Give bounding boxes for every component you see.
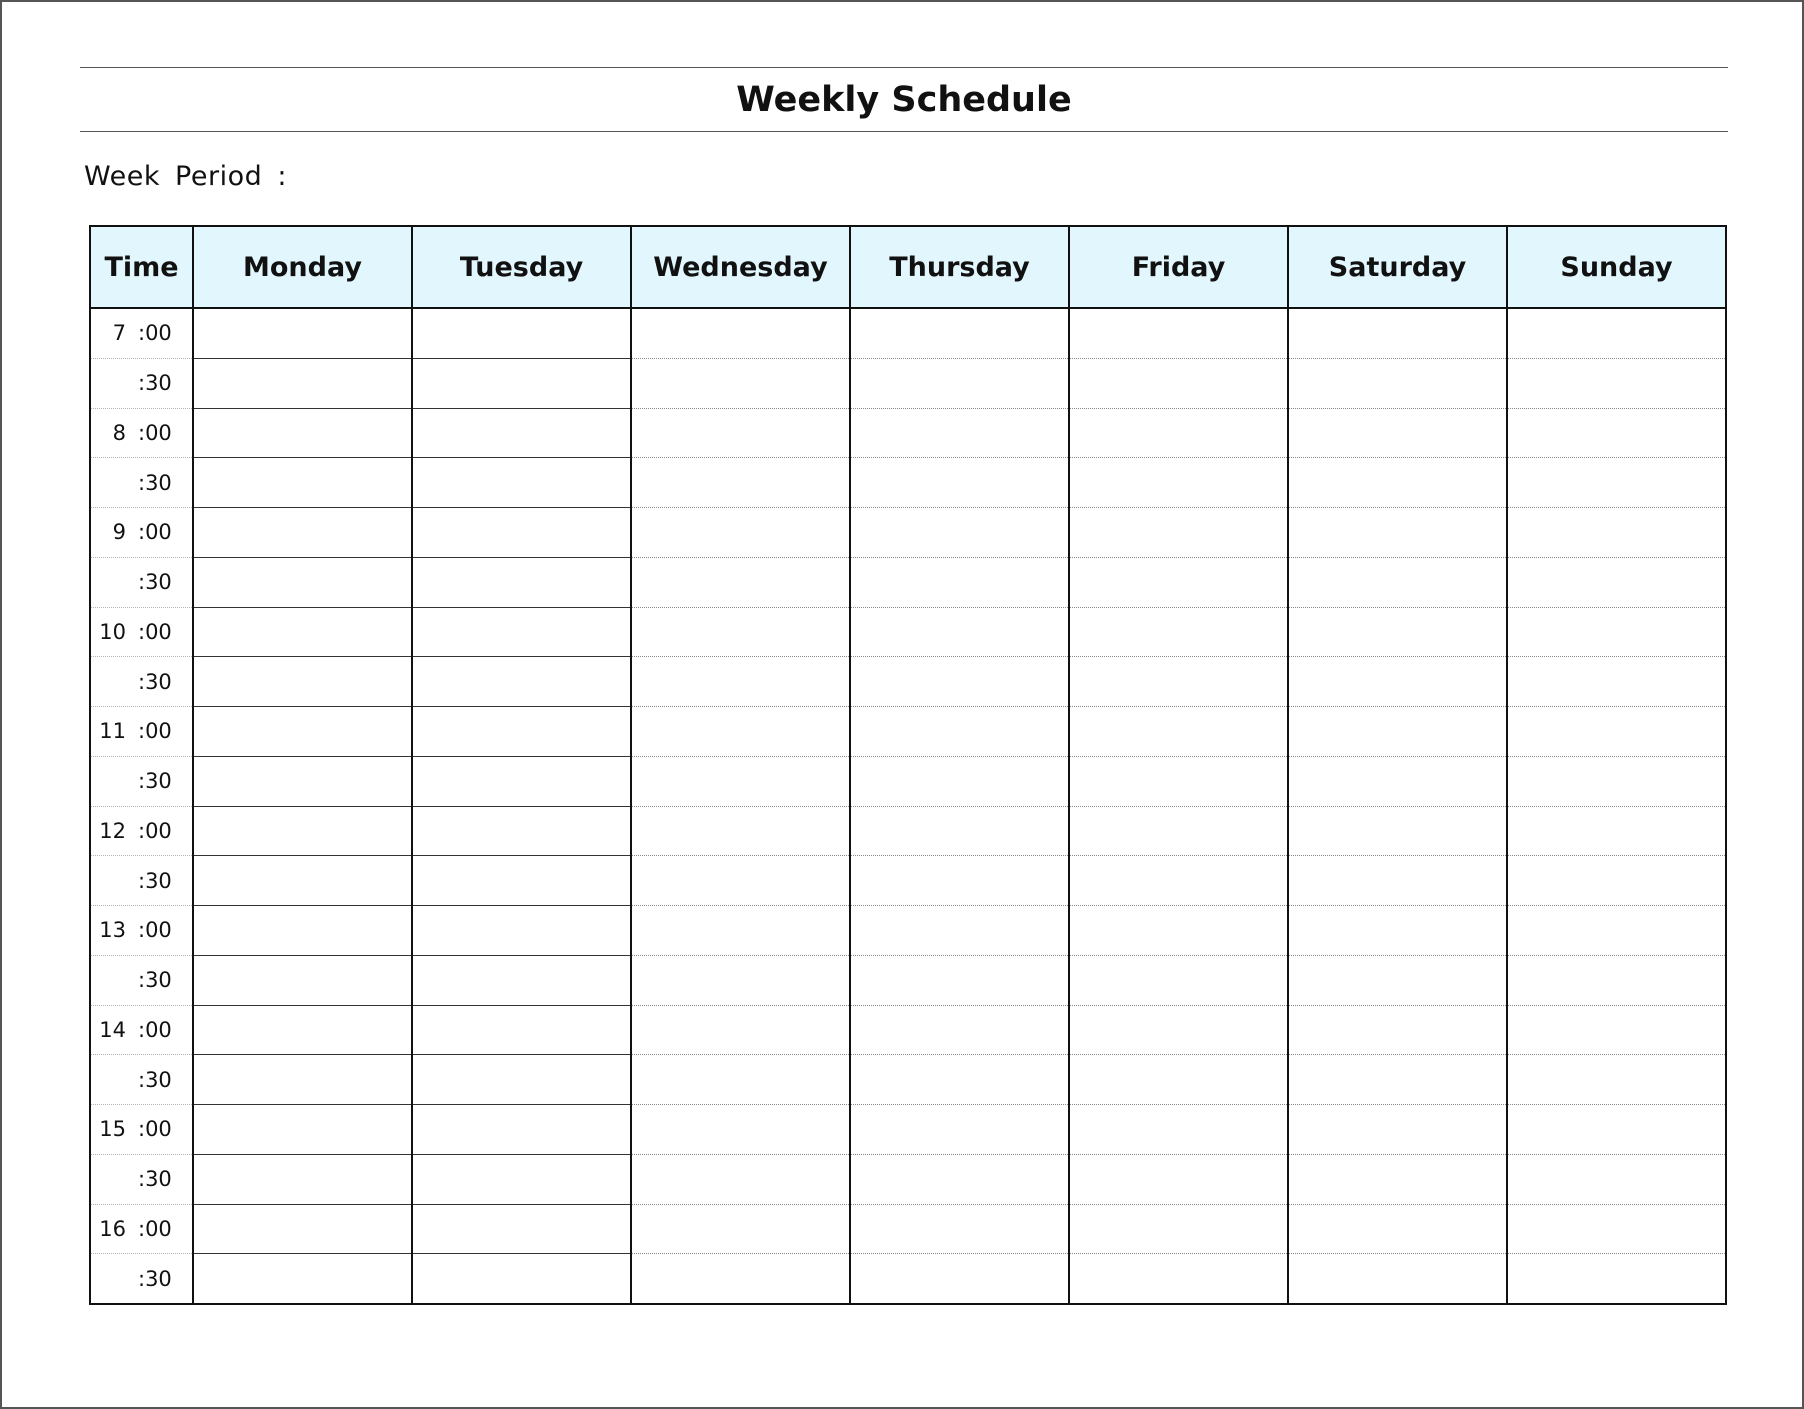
slot-saturday[interactable] — [1288, 1005, 1507, 1055]
slot-tuesday[interactable] — [412, 458, 631, 508]
time-minutes: :00 — [138, 818, 172, 843]
slot-friday[interactable] — [1069, 308, 1288, 358]
time-cell — [90, 408, 193, 458]
slot-sunday[interactable] — [1507, 1254, 1726, 1304]
table-row — [90, 1154, 1726, 1204]
slot-wednesday[interactable] — [631, 358, 850, 408]
slot-thursday[interactable] — [850, 607, 1069, 657]
table-row — [90, 1254, 1726, 1304]
slot-monday[interactable] — [193, 1154, 412, 1204]
time-cell — [90, 358, 193, 408]
slot-tuesday[interactable] — [412, 856, 631, 906]
table-row — [90, 458, 1726, 508]
slot-wednesday[interactable] — [631, 1204, 850, 1254]
slot-wednesday[interactable] — [631, 707, 850, 757]
slot-friday[interactable] — [1069, 707, 1288, 757]
slot-sunday[interactable] — [1507, 607, 1726, 657]
slot-monday[interactable] — [193, 508, 412, 558]
slot-thursday[interactable] — [850, 1055, 1069, 1105]
time-cell — [90, 806, 193, 856]
slot-tuesday[interactable] — [412, 358, 631, 408]
time-minutes: :00 — [138, 1017, 172, 1042]
time-hour: 10 — [99, 619, 126, 644]
time-minutes: :30 — [138, 868, 172, 893]
slot-saturday[interactable] — [1288, 508, 1507, 558]
time-minutes: :00 — [138, 619, 172, 644]
slot-tuesday[interactable] — [412, 756, 631, 806]
slot-thursday[interactable] — [850, 1105, 1069, 1155]
time-minutes: :30 — [138, 570, 172, 595]
table-row — [90, 1105, 1726, 1155]
slot-wednesday[interactable] — [631, 856, 850, 906]
time-hour: 7 — [112, 321, 126, 346]
slot-thursday[interactable] — [850, 657, 1069, 707]
time-hour: 14 — [99, 1017, 126, 1042]
time-cell — [90, 707, 193, 757]
slot-sunday[interactable] — [1507, 707, 1726, 757]
slot-friday[interactable] — [1069, 408, 1288, 458]
slot-friday[interactable] — [1069, 955, 1288, 1005]
slot-saturday[interactable] — [1288, 308, 1507, 358]
time-minutes: :30 — [138, 1167, 172, 1192]
slot-thursday[interactable] — [850, 1005, 1069, 1055]
slot-sunday[interactable] — [1507, 1055, 1726, 1105]
title-rule-top — [80, 67, 1728, 68]
slot-sunday[interactable] — [1507, 906, 1726, 956]
time-cell — [90, 458, 193, 508]
slot-wednesday[interactable] — [631, 756, 850, 806]
time-cell — [90, 1005, 193, 1055]
slot-monday[interactable] — [193, 657, 412, 707]
slot-saturday[interactable] — [1288, 607, 1507, 657]
slot-thursday[interactable] — [850, 1154, 1069, 1204]
slot-tuesday[interactable] — [412, 1055, 631, 1105]
slot-thursday[interactable] — [850, 358, 1069, 408]
time-cell — [90, 1204, 193, 1254]
slot-monday[interactable] — [193, 1055, 412, 1105]
slot-sunday[interactable] — [1507, 308, 1726, 358]
table-row — [90, 1005, 1726, 1055]
header-row — [90, 226, 1726, 308]
weekly-schedule-table — [89, 225, 1727, 1305]
slot-saturday[interactable] — [1288, 408, 1507, 458]
slot-sunday[interactable] — [1507, 408, 1726, 458]
time-cell — [90, 1254, 193, 1304]
header-tuesday: Tuesday — [412, 226, 631, 308]
slot-friday[interactable] — [1069, 806, 1288, 856]
slot-saturday[interactable] — [1288, 358, 1507, 408]
time-hour: 15 — [99, 1117, 126, 1142]
table-row — [90, 508, 1726, 558]
slot-monday[interactable] — [193, 1005, 412, 1055]
slot-monday[interactable] — [193, 358, 412, 408]
slot-friday[interactable] — [1069, 756, 1288, 806]
slot-wednesday[interactable] — [631, 657, 850, 707]
slot-wednesday[interactable] — [631, 806, 850, 856]
slot-monday[interactable] — [193, 906, 412, 956]
slot-saturday[interactable] — [1288, 1154, 1507, 1204]
table-row — [90, 1204, 1726, 1254]
time-minutes: :30 — [138, 1067, 172, 1092]
time-minutes: :30 — [138, 371, 172, 396]
slot-monday[interactable] — [193, 308, 412, 358]
slot-friday[interactable] — [1069, 1154, 1288, 1204]
table-row — [90, 707, 1726, 757]
table-row — [90, 856, 1726, 906]
page-title: Weekly Schedule — [736, 80, 1072, 120]
slot-friday[interactable] — [1069, 906, 1288, 956]
time-minutes: :30 — [138, 769, 172, 794]
slot-tuesday[interactable] — [412, 955, 631, 1005]
time-minutes: :30 — [138, 669, 172, 694]
slot-sunday[interactable] — [1507, 1154, 1726, 1204]
slot-sunday[interactable] — [1507, 1105, 1726, 1155]
table-row — [90, 358, 1726, 408]
time-cell — [90, 657, 193, 707]
slot-thursday[interactable] — [850, 308, 1069, 358]
slot-sunday[interactable] — [1507, 358, 1726, 408]
slot-saturday[interactable] — [1288, 1105, 1507, 1155]
time-cell — [90, 1055, 193, 1105]
slot-saturday[interactable] — [1288, 1254, 1507, 1304]
slot-monday[interactable] — [193, 707, 412, 757]
slot-thursday[interactable] — [850, 458, 1069, 508]
slot-tuesday[interactable] — [412, 1204, 631, 1254]
schedule-body — [90, 308, 1726, 1304]
title-rule-bottom — [80, 131, 1728, 132]
slot-monday[interactable] — [193, 1254, 412, 1304]
time-minutes: :30 — [138, 470, 172, 495]
slot-monday[interactable] — [193, 1204, 412, 1254]
slot-saturday[interactable] — [1288, 1204, 1507, 1254]
slot-monday[interactable] — [193, 856, 412, 906]
slot-saturday[interactable] — [1288, 557, 1507, 607]
slot-monday[interactable] — [193, 955, 412, 1005]
time-cell — [90, 607, 193, 657]
time-cell — [90, 906, 193, 956]
slot-tuesday[interactable] — [412, 408, 631, 458]
slot-thursday[interactable] — [850, 756, 1069, 806]
slot-wednesday[interactable] — [631, 1254, 850, 1304]
table-row — [90, 607, 1726, 657]
slot-wednesday[interactable] — [631, 458, 850, 508]
slot-thursday[interactable] — [850, 856, 1069, 906]
time-hour: 12 — [99, 818, 126, 843]
slot-friday[interactable] — [1069, 458, 1288, 508]
slot-sunday[interactable] — [1507, 458, 1726, 508]
time-hour: 8 — [112, 420, 126, 445]
header-thursday: Thursday — [850, 226, 1069, 308]
table-row — [90, 756, 1726, 806]
time-hour: 13 — [99, 918, 126, 943]
slot-sunday[interactable] — [1507, 1204, 1726, 1254]
time-cell — [90, 557, 193, 607]
table-row — [90, 657, 1726, 707]
header-time: Time — [90, 226, 193, 308]
slot-friday[interactable] — [1069, 607, 1288, 657]
slot-thursday[interactable] — [850, 557, 1069, 607]
slot-sunday[interactable] — [1507, 557, 1726, 607]
slot-monday[interactable] — [193, 1105, 412, 1155]
slot-friday[interactable] — [1069, 1254, 1288, 1304]
slot-tuesday[interactable] — [412, 657, 631, 707]
slot-saturday[interactable] — [1288, 657, 1507, 707]
time-cell — [90, 856, 193, 906]
table-row — [90, 557, 1726, 607]
slot-tuesday[interactable] — [412, 557, 631, 607]
header-wednesday: Wednesday — [631, 226, 850, 308]
slot-tuesday[interactable] — [412, 308, 631, 358]
time-minutes: :30 — [138, 968, 172, 993]
slot-friday[interactable] — [1069, 358, 1288, 408]
slot-sunday[interactable] — [1507, 657, 1726, 707]
time-cell — [90, 308, 193, 358]
header-monday: Monday — [193, 226, 412, 308]
slot-wednesday[interactable] — [631, 955, 850, 1005]
slot-saturday[interactable] — [1288, 906, 1507, 956]
time-minutes: :00 — [138, 918, 172, 943]
slot-tuesday[interactable] — [412, 1254, 631, 1304]
slot-friday[interactable] — [1069, 557, 1288, 607]
slot-monday[interactable] — [193, 458, 412, 508]
table-row — [90, 308, 1726, 358]
slot-tuesday[interactable] — [412, 806, 631, 856]
slot-sunday[interactable] — [1507, 508, 1726, 558]
slot-thursday[interactable] — [850, 806, 1069, 856]
slot-saturday[interactable] — [1288, 856, 1507, 906]
slot-thursday[interactable] — [850, 508, 1069, 558]
slot-friday[interactable] — [1069, 1204, 1288, 1254]
slot-wednesday[interactable] — [631, 1154, 850, 1204]
table-row — [90, 1055, 1726, 1105]
table-row — [90, 806, 1726, 856]
slot-sunday[interactable] — [1507, 1005, 1726, 1055]
header-sunday: Sunday — [1507, 226, 1726, 308]
slot-saturday[interactable] — [1288, 806, 1507, 856]
week-period-label: Week Period : — [84, 161, 287, 192]
slot-saturday[interactable] — [1288, 707, 1507, 757]
slot-wednesday[interactable] — [631, 308, 850, 358]
slot-thursday[interactable] — [850, 707, 1069, 757]
slot-friday[interactable] — [1069, 1005, 1288, 1055]
slot-friday[interactable] — [1069, 657, 1288, 707]
slot-wednesday[interactable] — [631, 1055, 850, 1105]
slot-monday[interactable] — [193, 408, 412, 458]
slot-tuesday[interactable] — [412, 707, 631, 757]
slot-thursday[interactable] — [850, 955, 1069, 1005]
slot-wednesday[interactable] — [631, 508, 850, 558]
time-cell — [90, 756, 193, 806]
time-minutes: :00 — [138, 520, 172, 545]
time-minutes: :30 — [138, 1266, 172, 1291]
slot-thursday[interactable] — [850, 1254, 1069, 1304]
slot-wednesday[interactable] — [631, 557, 850, 607]
header-friday: Friday — [1069, 226, 1288, 308]
slot-wednesday[interactable] — [631, 1005, 850, 1055]
table-row — [90, 906, 1726, 956]
time-cell — [90, 1105, 193, 1155]
slot-wednesday[interactable] — [631, 607, 850, 657]
time-hour: 9 — [112, 520, 126, 545]
header-saturday: Saturday — [1288, 226, 1507, 308]
slot-tuesday[interactable] — [412, 1154, 631, 1204]
slot-sunday[interactable] — [1507, 806, 1726, 856]
slot-tuesday[interactable] — [412, 1005, 631, 1055]
slot-wednesday[interactable] — [631, 408, 850, 458]
time-cell — [90, 955, 193, 1005]
slot-wednesday[interactable] — [631, 1105, 850, 1155]
time-minutes: :00 — [138, 1117, 172, 1142]
slot-tuesday[interactable] — [412, 508, 631, 558]
slot-friday[interactable] — [1069, 1055, 1288, 1105]
time-hour: 11 — [99, 719, 126, 744]
slot-monday[interactable] — [193, 806, 412, 856]
table-row — [90, 408, 1726, 458]
slot-sunday[interactable] — [1507, 955, 1726, 1005]
slot-thursday[interactable] — [850, 408, 1069, 458]
slot-sunday[interactable] — [1507, 856, 1726, 906]
slot-friday[interactable] — [1069, 1105, 1288, 1155]
time-cell — [90, 508, 193, 558]
slot-saturday[interactable] — [1288, 756, 1507, 806]
time-hour: 16 — [99, 1216, 126, 1241]
slot-thursday[interactable] — [850, 906, 1069, 956]
time-cell — [90, 1154, 193, 1204]
slot-tuesday[interactable] — [412, 1105, 631, 1155]
slot-tuesday[interactable] — [412, 607, 631, 657]
slot-monday[interactable] — [193, 756, 412, 806]
slot-saturday[interactable] — [1288, 1055, 1507, 1105]
slot-saturday[interactable] — [1288, 955, 1507, 1005]
slot-thursday[interactable] — [850, 1204, 1069, 1254]
time-minutes: :00 — [138, 420, 172, 445]
time-minutes: :00 — [138, 321, 172, 346]
slot-monday[interactable] — [193, 607, 412, 657]
slot-monday[interactable] — [193, 557, 412, 607]
slot-saturday[interactable] — [1288, 458, 1507, 508]
slot-wednesday[interactable] — [631, 906, 850, 956]
slot-friday[interactable] — [1069, 508, 1288, 558]
time-minutes: :00 — [138, 719, 172, 744]
slot-tuesday[interactable] — [412, 906, 631, 956]
slot-sunday[interactable] — [1507, 756, 1726, 806]
table-row — [90, 955, 1726, 1005]
slot-friday[interactable] — [1069, 856, 1288, 906]
time-minutes: :00 — [138, 1216, 172, 1241]
